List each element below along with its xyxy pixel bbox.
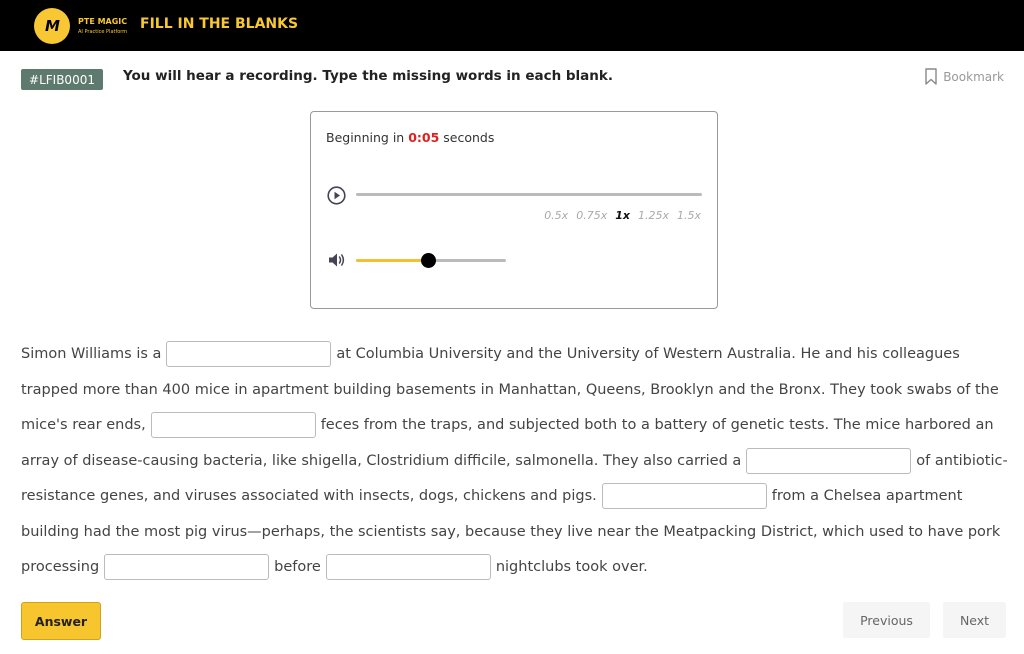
speed-option-1x[interactable]: 1x	[615, 209, 630, 222]
volume-slider-handle[interactable]	[421, 253, 436, 268]
volume-level-fill	[356, 259, 428, 262]
question-id-badge: #LFIB0001	[21, 69, 103, 90]
passage-text	[21, 337, 1011, 586]
logo-mark: M	[45, 17, 59, 35]
playback-speed-options	[544, 209, 701, 222]
bookmark-label: Bookmark	[943, 69, 1004, 84]
question-instruction: You will hear a recording. Type the missing words in each blank.	[123, 68, 614, 84]
page-title: FILL IN THE BLANKS	[140, 16, 299, 32]
passage-segment: feces from the traps, and subjected both to a battery of genetic tests. The mice harbored an array of disease-causing bacteria, like shigella, Clostridium difficile, salmonella. They also carried a	[21, 417, 994, 469]
blank-input-1[interactable]	[166, 341, 331, 367]
speed-option-1-5x[interactable]: 1.5x	[676, 209, 701, 222]
bookmark-icon	[925, 68, 937, 85]
speed-option-0-5x[interactable]: 0.5x	[544, 209, 569, 222]
bookmark-button[interactable]	[925, 68, 1004, 85]
begin-prefix: Beginning in	[326, 130, 405, 145]
answer-button[interactable]: Answer	[21, 602, 101, 640]
volume-slider[interactable]	[356, 259, 506, 262]
play-icon[interactable]	[327, 186, 346, 205]
blank-input-3[interactable]	[746, 448, 911, 474]
brand-tagline: AI Practice Platform	[78, 29, 128, 35]
blank-input-4[interactable]	[602, 483, 767, 509]
begin-countdown-text	[326, 130, 494, 145]
brand-name: PTE MAGIC	[78, 17, 128, 26]
audio-player	[310, 111, 718, 309]
speed-option-1-25x[interactable]: 1.25x	[637, 209, 669, 222]
audio-progress-bar[interactable]	[356, 193, 702, 196]
passage-segment: from a Chelsea apartment building had the most pig virus—perhaps, the scientists say, because they live near the Meatpacking District, which used to have pork processing	[21, 488, 1001, 575]
next-button[interactable]: Next	[943, 602, 1006, 638]
passage-segment: at Columbia University and the University of Western Australia. He and his colleagues trapped more than 400 mice in apartment building basements in Manhattan, Queens, Brooklyn and the Bronx. They took swabs of the mice's rear ends,	[21, 346, 999, 433]
blank-input-5[interactable]	[104, 554, 269, 580]
passage-segment: of antibiotic-resistance genes, and viruses associated with insects, dogs, chickens and pigs.	[21, 452, 1008, 504]
begin-suffix: seconds	[443, 130, 495, 145]
passage-segment: before	[274, 559, 321, 575]
previous-button[interactable]: Previous	[843, 602, 930, 638]
countdown-timer: 0:05	[408, 130, 440, 145]
brand-logo[interactable]	[34, 8, 70, 44]
passage-segment: nightclubs took over.	[495, 559, 648, 575]
speed-option-0-75x[interactable]: 0.75x	[576, 209, 608, 222]
blank-input-6[interactable]	[326, 554, 491, 580]
passage-segment: Simon Williams is a	[21, 346, 162, 362]
volume-icon[interactable]	[328, 252, 346, 268]
app-header	[0, 0, 1024, 51]
blank-input-2[interactable]	[151, 412, 316, 438]
